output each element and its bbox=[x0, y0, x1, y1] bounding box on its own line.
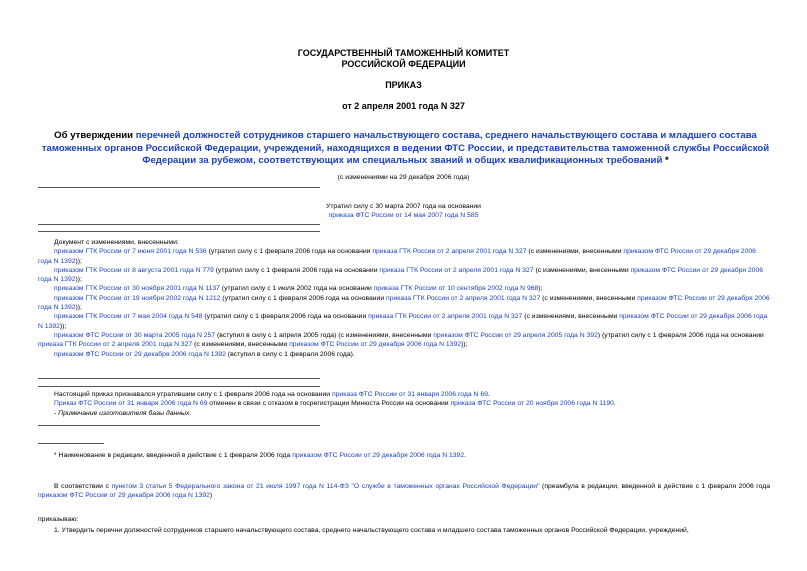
changes-list bbox=[38, 238, 770, 359]
change-link[interactable]: приказа ГТК России от 2 апреля 2001 года N 327 bbox=[38, 341, 193, 349]
change-text: (с изменениями, внесенными bbox=[533, 266, 631, 274]
change-entry bbox=[38, 312, 770, 331]
change-text: (с изменениями, внесенными bbox=[192, 341, 290, 349]
order-word: приказываю: bbox=[38, 516, 79, 523]
change-link[interactable]: приказа ГТК России от 2 апреля 2001 года N 327 bbox=[379, 266, 534, 274]
change-link[interactable]: приказом ФТС России от 29 апреля 2005 года N 392 bbox=[433, 331, 598, 339]
document-type: ПРИКАЗ bbox=[385, 80, 422, 90]
change-entry bbox=[38, 331, 770, 350]
divider bbox=[38, 386, 320, 387]
title-link[interactable]: перечней должностей сотрудников старшего начальствующего состава, среднего начальствующего состава и младшего состава таможенных органов Российской Федерации, учреждений, находящихся в ведении ФТС России, и представительства таможенной службы Российской Федерации за рубежом, соответствующих им специальных званий и общих квалификационных требований bbox=[41, 130, 770, 166]
change-text: (утратил силу с 1 февраля 2006 года на основании bbox=[202, 313, 369, 321]
changes-items bbox=[38, 247, 770, 359]
title-prefix: Об утверждении bbox=[54, 130, 136, 141]
change-link[interactable]: приказом ФТС России от 29 декабря 2006 года N 1392 bbox=[38, 313, 768, 330]
divider bbox=[38, 231, 320, 232]
change-text: (с изменениями, внесенными bbox=[522, 313, 620, 321]
document-title bbox=[38, 130, 773, 168]
change-entry bbox=[38, 247, 770, 266]
issuer-line-2: РОССИЙСКОЙ ФЕДЕРАЦИИ bbox=[341, 59, 466, 69]
change-link[interactable]: приказом ФТС России от 29 декабря 2006 года N 1392 bbox=[289, 341, 462, 349]
change-link[interactable]: приказом ГТК России от 7 июня 2001 года N 536 bbox=[54, 248, 207, 256]
change-link[interactable]: приказом ФТС России от 29 декабря 2006 года N 1392 bbox=[38, 294, 770, 312]
divider bbox=[38, 187, 320, 188]
validity-line-2: Приказ ФТС России от 31 января 2006 года N 69 отменен в связи с отказом в госрегистрации Минюста России на основании приказа ФТС России от 20 ноября 2006 года N 1190. bbox=[54, 400, 616, 408]
change-text: )); bbox=[75, 257, 82, 265]
document-date-number: от 2 апреля 2001 года N 327 bbox=[342, 101, 465, 111]
change-text: )); bbox=[461, 341, 468, 349]
change-link[interactable]: приказом ГТК России от 7 мая 2004 года N 548 bbox=[54, 313, 203, 321]
change-link[interactable]: приказом ГТК России от 19 ноября 2002 года N 1212 bbox=[54, 294, 221, 302]
change-text: ); bbox=[538, 285, 543, 293]
repealed-link[interactable]: приказа ФТС России от 14 мая 2007 года N 585 bbox=[328, 212, 479, 219]
change-link[interactable]: приказом ФТС России от 29 декабря 2006 года N 1392 bbox=[54, 350, 226, 358]
change-text: (с изменениями, внесенными bbox=[526, 248, 624, 256]
footnote: * Наименование в редакции, введенной в действие с 1 февраля 2006 года приказом ФТС России от 29 декабря 2006 года N 1392. bbox=[54, 452, 467, 459]
change-link[interactable]: приказа ГТК России от 2 апреля 2001 года N 327 bbox=[372, 248, 527, 256]
change-text: )); bbox=[75, 304, 82, 312]
preamble: В соответствии с пунктом 3 статьи 5 Федерального закона от 21 июля 1997 года N 114-ФЗ "О службе в таможенных органах Российской Федерации" (преамбула в редакции, введенной в действие с 1 февраля 2006 года приказом ФТС России от 29 декабря 2006 года N 1392) bbox=[38, 483, 771, 500]
change-link[interactable]: приказа ГТК России от 2 апреля 2001 года N 327 bbox=[368, 313, 523, 321]
change-entry bbox=[38, 266, 770, 285]
change-text: ) (утратил силу с 1 февраля 2006 года на основании bbox=[597, 331, 764, 339]
validity-line-1: Настоящий приказ признавался утратившим силу с 1 февраля 2006 года на основании приказа ФТС России от 31 января 2006 года N 69. bbox=[54, 391, 490, 398]
change-link[interactable]: приказом ГТК России от 30 ноября 2001 года N 1137 bbox=[54, 285, 220, 293]
change-link[interactable]: приказом ФТС России от 30 марта 2005 года N 257 bbox=[54, 331, 216, 339]
change-text: )); bbox=[75, 276, 82, 284]
producer-note: - Примечание изготовителя базы данных. bbox=[54, 409, 192, 417]
title-suffix: * bbox=[662, 155, 669, 166]
change-link[interactable]: приказа ГТК России от 2 апреля 2001 года N 327 bbox=[386, 294, 541, 302]
change-text: (с изменениями, внесенными bbox=[540, 294, 638, 302]
change-text: (вступил в силу с 1 февраля 2006 года). bbox=[225, 350, 355, 358]
change-entry bbox=[38, 350, 770, 359]
amended-note: (с изменениями на 29 декабря 2006 года) bbox=[337, 174, 470, 181]
change-text: (вступил в силу с 1 апреля 2005 года) (с изменениями, внесенными bbox=[215, 331, 434, 339]
change-text: (утратил силу с 1 февраля 2006 года на основании bbox=[220, 294, 387, 302]
change-text: )); bbox=[59, 322, 67, 330]
change-link[interactable]: приказом ГТК России от 8 августа 2001 года N 779 bbox=[54, 266, 214, 274]
divider bbox=[38, 425, 320, 426]
change-link[interactable]: приказом ФТС России от 29 декабря 2006 года N 1392 bbox=[38, 266, 764, 284]
change-entry bbox=[38, 284, 770, 293]
order-item-1: 1. Утвердить перечни должностей сотрудников старшего начальствующего состава, среднего начальствующего состава и младшего состава таможенных органов Российской Федерации, учреждений, bbox=[54, 527, 689, 534]
change-entry bbox=[38, 294, 770, 313]
preamble-link-law[interactable]: пунктом 3 статьи 5 Федерального закона от 21 июля 1997 года N 114-ФЗ "О службе в таможенных органах Российской Федерации" bbox=[111, 483, 540, 490]
footnote-link[interactable]: приказом ФТС России от 29 декабря 2006 года N 1392 bbox=[292, 452, 465, 459]
changes-intro: Документ с изменениями, внесенными: bbox=[54, 239, 179, 246]
repealed-line: Утратил силу с 30 марта 2007 года на основании bbox=[326, 203, 481, 210]
validity-link-2[interactable]: Приказ ФТС России от 31 января 2006 года N 69 bbox=[54, 400, 208, 408]
change-link[interactable]: приказа ГТК России от 10 сентября 2002 года N 968 bbox=[373, 285, 539, 293]
change-text: (утратил силу с 1 июля 2002 года на основании bbox=[219, 285, 374, 293]
change-text: (утратил силу с 1 февраля 2006 года на основании bbox=[206, 248, 373, 256]
change-link[interactable]: приказом ФТС России от 29 декабря 2006 года N 1392 bbox=[38, 248, 756, 265]
validity-note bbox=[38, 390, 770, 418]
validity-link-3[interactable]: приказа ФТС России от 20 ноября 2006 года N 1190 bbox=[450, 400, 614, 408]
footnote-divider bbox=[38, 443, 104, 444]
change-text: (утратил силу с 1 февраля 2006 года на основании bbox=[213, 266, 380, 274]
divider bbox=[38, 224, 320, 225]
preamble-link-order[interactable]: приказом ФТС России от 29 декабря 2006 года N 1392 bbox=[38, 492, 210, 500]
divider bbox=[38, 378, 320, 379]
issuer-line-1: ГОСУДАРСТВЕННЫЙ ТАМОЖЕННЫЙ КОМИТЕТ bbox=[297, 48, 510, 58]
validity-link-1[interactable]: приказа ФТС России от 31 января 2006 года N 69 bbox=[331, 391, 488, 398]
